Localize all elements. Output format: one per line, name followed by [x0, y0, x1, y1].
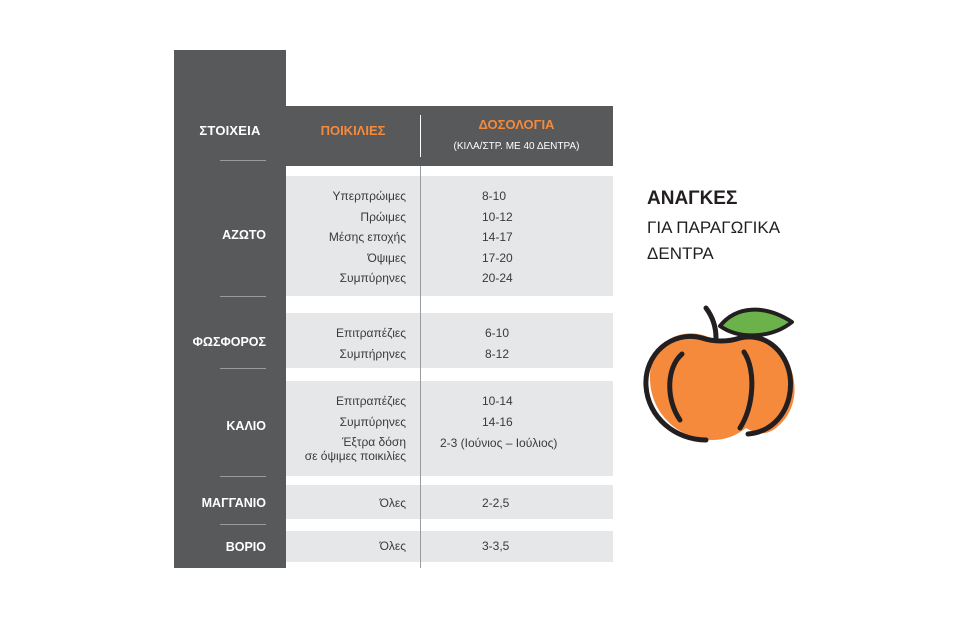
- variety-item: σε όψιμες ποικιλίες: [304, 449, 406, 463]
- element-label: ΦΩΣΦΟΡΟΣ: [192, 335, 266, 349]
- variety-item: Συμπύρηνες: [339, 271, 406, 285]
- dosage-item: 17-20: [482, 250, 513, 265]
- dosage-list: [482, 391, 632, 432]
- dosage-item: 6-10: [485, 326, 510, 340]
- dosage-item: 8-10: [482, 189, 507, 203]
- row-separator: [220, 524, 266, 525]
- dosage-item: 10-12: [482, 209, 513, 224]
- variety-item: Όψιμες: [367, 250, 406, 265]
- varieties-column-header: ΠΟΙΚΙΛΙΕΣ: [320, 123, 386, 138]
- dosage-item: 14-16: [482, 414, 513, 429]
- element-label: ΒΟΡΙΟ: [225, 540, 266, 554]
- side-title-main: ΑΝΑΓΚΕΣ: [647, 188, 738, 209]
- variety-item: Επιτραπέζιες: [336, 326, 406, 340]
- dosage-item: 10-14: [482, 394, 513, 408]
- variety-item: Έξτρα δόση: [341, 435, 406, 449]
- dosage-list: [482, 493, 632, 514]
- column-divider: [420, 166, 421, 568]
- side-title-line3: ΔΕΝΤΡΑ: [647, 244, 714, 263]
- varieties-list: [290, 391, 406, 463]
- peach-icon: [636, 296, 806, 446]
- variety-item: Συμπήρηνες: [339, 346, 406, 361]
- variety-item: Όλες: [379, 496, 406, 510]
- dosage-list: [482, 186, 632, 289]
- dosage-item: 3-3,5: [482, 539, 510, 553]
- varieties-list: [290, 186, 406, 289]
- dosage-list: [485, 323, 635, 364]
- element-label: ΑΖΩΤΟ: [222, 228, 266, 242]
- dosage-item: 14-17: [482, 230, 513, 244]
- elements-column-header: ΣΤΟΙΧΕΙΑ: [199, 123, 261, 138]
- varieties-list: [290, 493, 406, 514]
- variety-item: Υπερπρώιμες: [332, 189, 406, 203]
- dosage-item: 8-12: [485, 346, 510, 361]
- row-separator: [220, 160, 266, 161]
- variety-item: Μέσης εποχής: [328, 230, 406, 244]
- dosage-item: 20-24: [482, 271, 513, 285]
- dosage-extra: [440, 433, 590, 454]
- variety-item: Όλες: [379, 539, 406, 553]
- dosage-unit-label: (ΚΙΛΑ/ΣΤΡ. ΜΕ 40 ΔΕΝΤΡΑ): [453, 141, 580, 152]
- dosage-column-header: ΔΟΣΟΛΟΓΙΑ: [478, 117, 555, 132]
- side-title-line2: ΓΙΑ ΠΑΡΑΓΩΓΙΚΑ: [647, 218, 781, 237]
- row-separator: [220, 476, 266, 477]
- variety-item: Επιτραπέζιες: [336, 394, 406, 408]
- dosage-item: 2-2,5: [482, 496, 510, 510]
- row-separator: [220, 296, 266, 297]
- element-label: ΚΑΛΙΟ: [226, 419, 266, 433]
- variety-item: Συμπύρηνες: [339, 414, 406, 429]
- variety-item: Πρώιμες: [360, 209, 406, 224]
- dosage-item: 2-3 (Ιούνιος – Ιούλιος): [440, 436, 558, 450]
- row-separator: [220, 368, 266, 369]
- dosage-list: [482, 536, 632, 557]
- varieties-list: [290, 323, 406, 364]
- element-label: ΜΑΓΓΑΝΙΟ: [201, 496, 266, 510]
- varieties-list: [290, 536, 406, 557]
